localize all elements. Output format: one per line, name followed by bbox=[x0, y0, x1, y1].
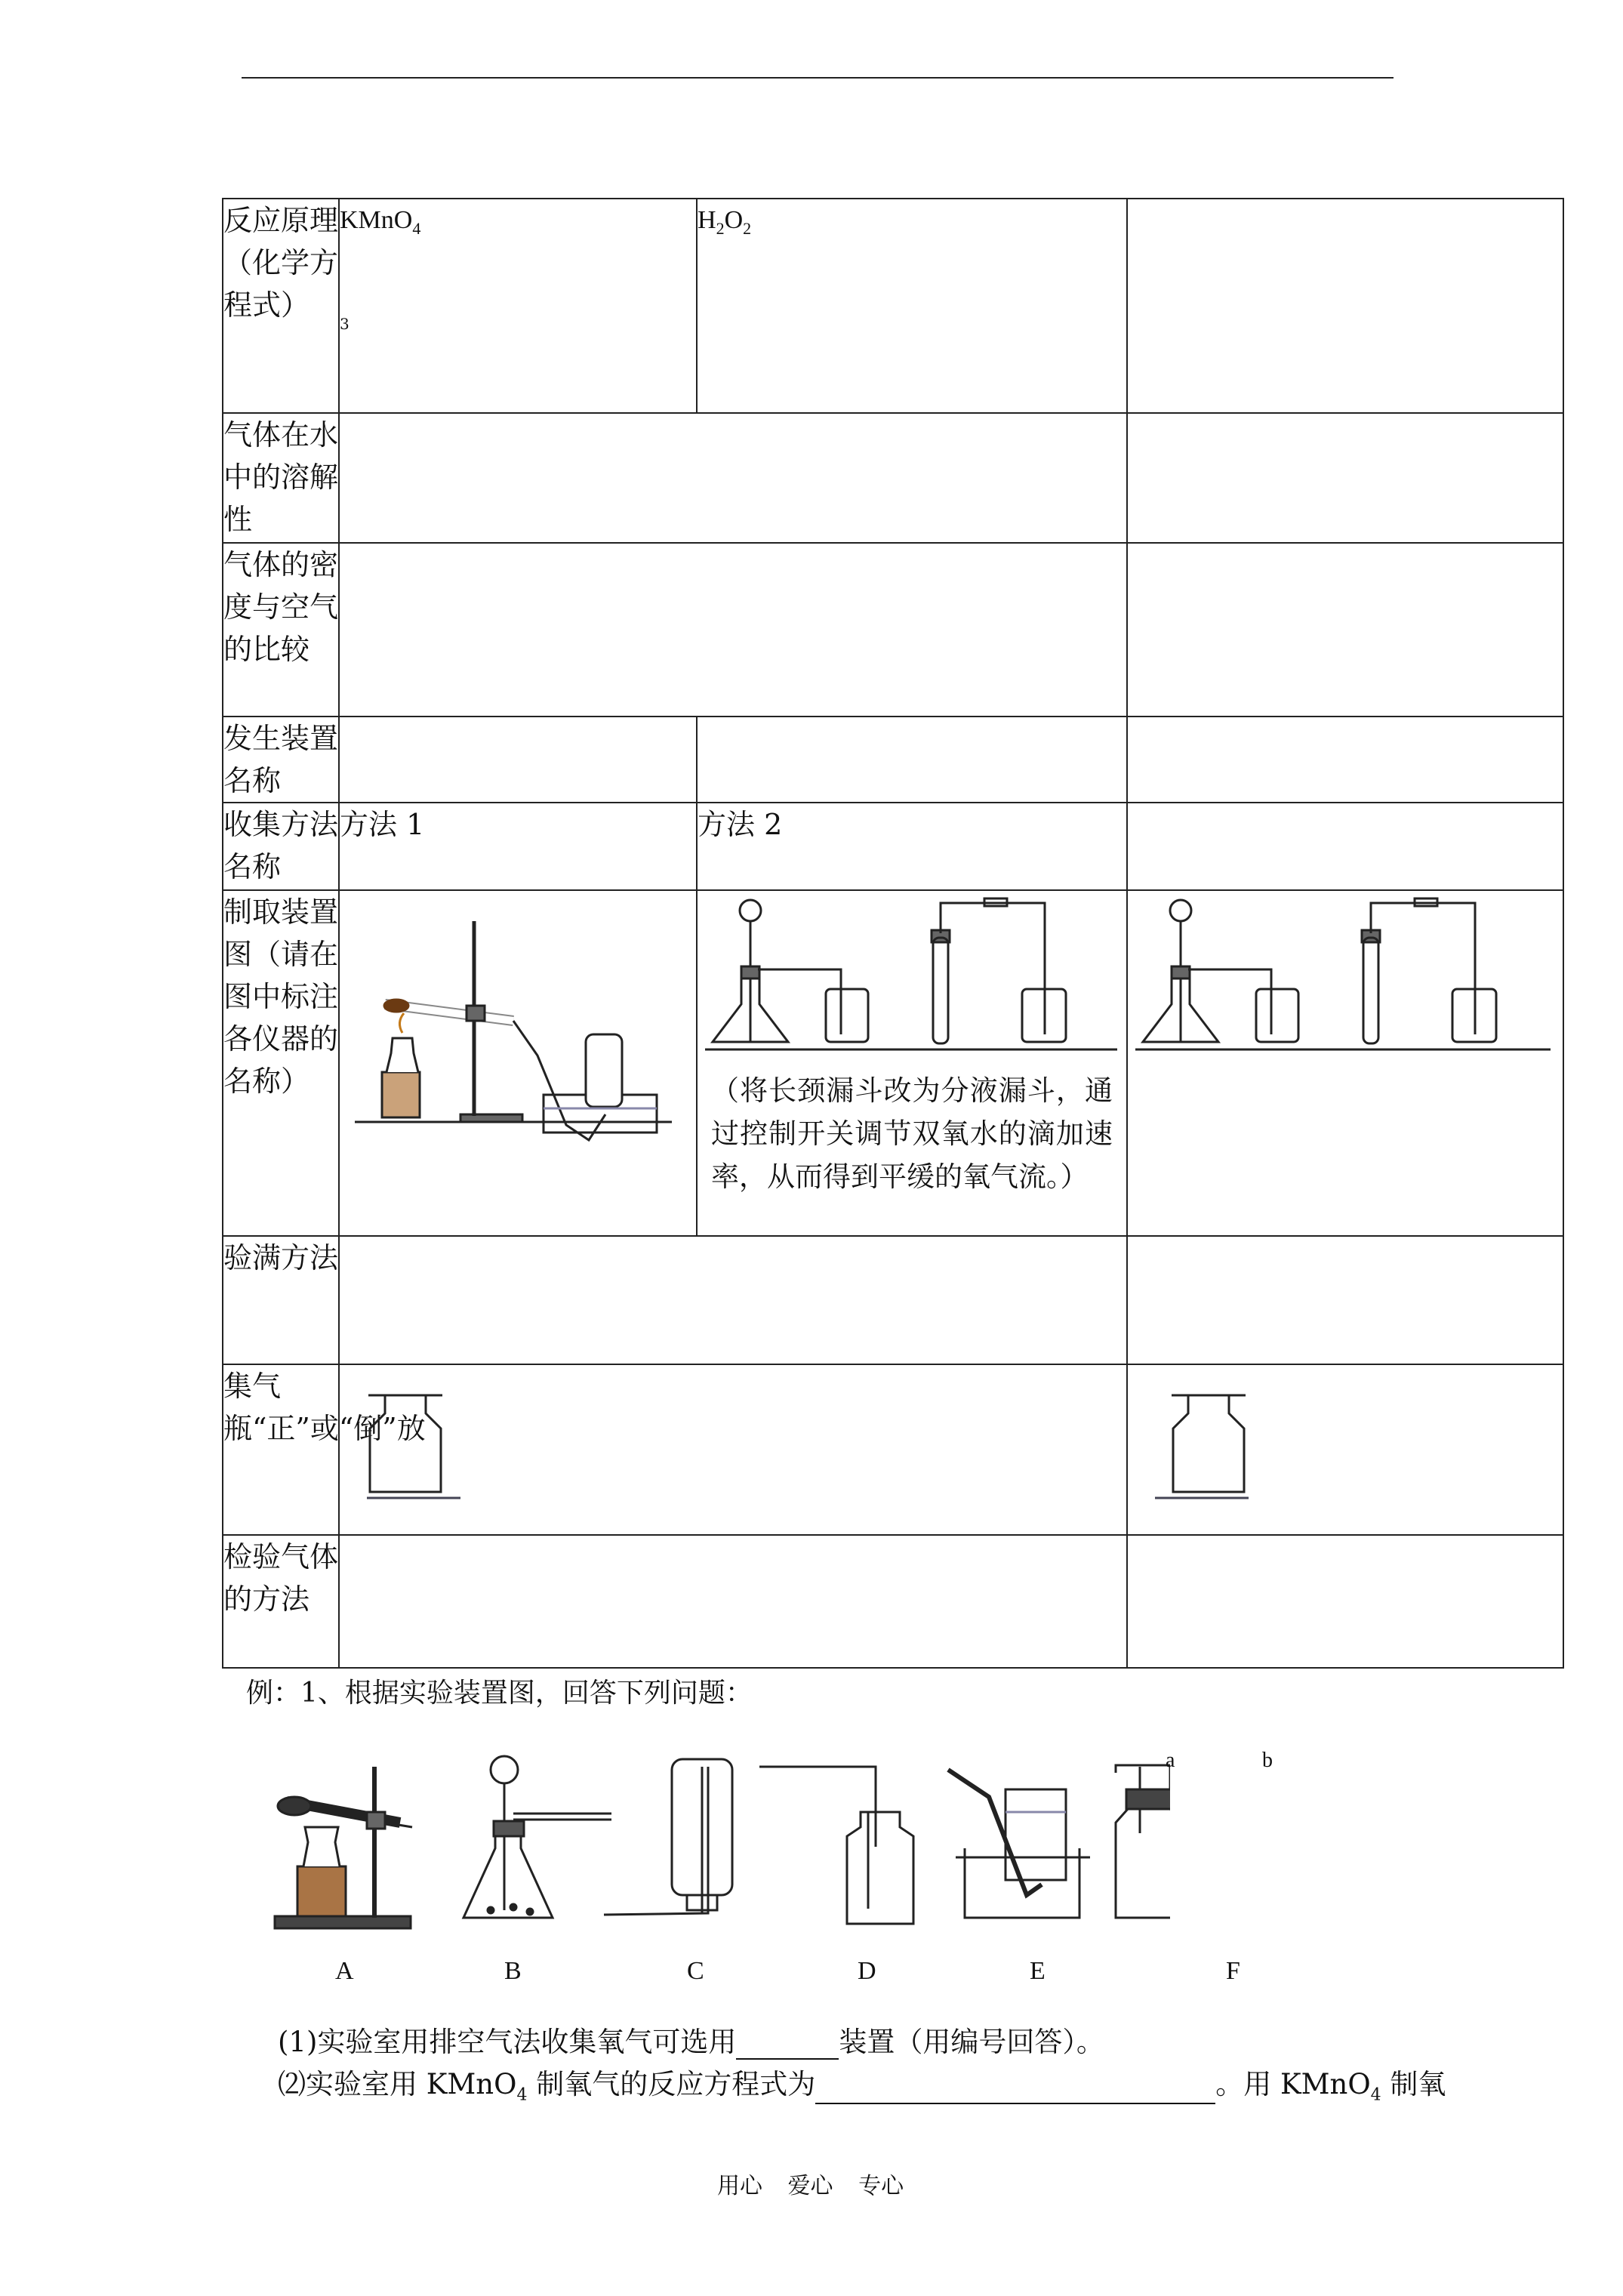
cell-r9-third bbox=[1127, 1535, 1563, 1668]
method-2: 方法 2 bbox=[697, 803, 1127, 890]
cell-r6-c3 bbox=[1127, 890, 1563, 1236]
label-c: C bbox=[687, 1957, 704, 1985]
cell-h2o2 bbox=[697, 199, 1127, 413]
label-a: A bbox=[335, 1957, 354, 1985]
q2-end: 制氧 bbox=[1381, 2068, 1446, 2100]
cell-r1-third bbox=[1127, 199, 1563, 413]
label-apparatus-diagram: 制取装置图（请在图中标注各仪器的名称） bbox=[223, 890, 339, 1236]
row-solubility bbox=[223, 413, 1563, 543]
h2o2-o: O bbox=[724, 206, 744, 234]
page-footer: 用心 爱心 专心 bbox=[717, 2173, 904, 2199]
label-f: F bbox=[1226, 1957, 1240, 1985]
header-rule bbox=[242, 77, 1394, 79]
cell-r8-third bbox=[1127, 1364, 1563, 1535]
row-generator-name bbox=[223, 717, 1563, 803]
cell-r7-third bbox=[1127, 1236, 1563, 1364]
cell-r4-c1 bbox=[339, 717, 697, 803]
q2-text: ⑵实验室用 KMnO bbox=[278, 2068, 517, 2100]
cell-r2-third bbox=[1127, 413, 1563, 543]
cell-r7-main bbox=[339, 1236, 1127, 1364]
oxygen-preparation-table bbox=[222, 198, 1564, 1669]
gas-bottle-icon-2 bbox=[1128, 1365, 1279, 1516]
cell-kmno4-apparatus bbox=[339, 890, 697, 1236]
q1-blank[interactable] bbox=[736, 2028, 839, 2060]
h2o2-sub2: 2 bbox=[743, 218, 752, 238]
q2-after: 。用 KMnO bbox=[1215, 2068, 1371, 2100]
q2-sub: 4 bbox=[516, 2085, 528, 2105]
q1-text: (1)实验室用排空气法收集氧气可选用 bbox=[278, 2026, 737, 2058]
port-b: b bbox=[1262, 1749, 1273, 1772]
funnel-note: （将长颈漏斗改为分液漏斗，通过控制开关调节双氧水的滴加速率，从而得到平缓的氧气流。） bbox=[711, 1074, 1113, 1193]
label-test-gas: 检验气体的方法 bbox=[223, 1535, 339, 1668]
apparatus-c bbox=[604, 1759, 732, 1915]
cell-r3-third bbox=[1127, 543, 1563, 717]
label-density: 气体的密度与空气的比较 bbox=[223, 543, 339, 717]
q1-text-after: 装置（用编号回答）。 bbox=[839, 2026, 1104, 2058]
kmno4-heating-apparatus bbox=[340, 891, 694, 1234]
cell-r5-c3 bbox=[1127, 803, 1563, 890]
question-1 bbox=[278, 2019, 1104, 2060]
q2-blank[interactable] bbox=[815, 2073, 1215, 2104]
label-check-full: 验满方法 bbox=[223, 1236, 339, 1364]
row-apparatus-diagram bbox=[223, 890, 1563, 1236]
label-d: D bbox=[858, 1957, 876, 1985]
kmno4-formula: KMnO bbox=[340, 206, 413, 234]
cell-r8-main bbox=[339, 1364, 1127, 1535]
row-bottle-orientation bbox=[223, 1364, 1563, 1535]
example-title: 例：1、根据实验装置图，回答下列问题： bbox=[246, 1678, 753, 1709]
label-collection-method: 收集方法名称 bbox=[223, 803, 339, 890]
cell-r4-c2 bbox=[697, 717, 1127, 803]
h2o2-apparatus-two-methods bbox=[698, 891, 1125, 1069]
question-2 bbox=[278, 2061, 1446, 2104]
label-bottle-orientation: 集气瓶“正”或“倒”放 bbox=[223, 1364, 339, 1535]
label-e: E bbox=[1030, 1957, 1046, 1985]
cell-r3-main bbox=[339, 543, 1127, 717]
apparatus-f bbox=[1116, 1765, 1170, 1918]
apparatus-row bbox=[264, 1752, 1170, 1948]
h2o2-sub1: 2 bbox=[716, 218, 725, 238]
cell-r4-c3 bbox=[1127, 717, 1563, 803]
cell-h2o2-apparatus bbox=[697, 890, 1127, 1236]
row-test-gas bbox=[223, 1535, 1563, 1668]
apparatus-a bbox=[275, 1767, 412, 1928]
port-a: a bbox=[1166, 1749, 1175, 1772]
cell-kmno4 bbox=[339, 199, 697, 413]
row-check-full bbox=[223, 1236, 1563, 1364]
apparatus-b bbox=[463, 1756, 611, 1918]
q2-sub2: 4 bbox=[1370, 2085, 1381, 2105]
kmno4-note-3: 3 bbox=[340, 314, 350, 333]
q2-mid: 制氧气的反应方程式为 bbox=[527, 2068, 816, 2100]
row-density bbox=[223, 543, 1563, 717]
cell-r9-main bbox=[339, 1535, 1127, 1668]
label-b: B bbox=[504, 1957, 522, 1985]
apparatus-e bbox=[948, 1770, 1090, 1918]
apparatus-copy bbox=[1128, 891, 1561, 1069]
label-solubility: 气体在水中的溶解性 bbox=[223, 413, 339, 543]
label-generator-name: 发生装置名称 bbox=[223, 717, 339, 803]
kmno4-sub: 4 bbox=[412, 218, 421, 238]
method-1: 方法 1 bbox=[339, 803, 697, 890]
apparatus-d bbox=[759, 1767, 913, 1924]
row-reaction-principle bbox=[223, 199, 1563, 413]
h2o2-h: H bbox=[698, 206, 716, 234]
row-collection-method bbox=[223, 803, 1563, 890]
cell-r2-main bbox=[339, 413, 1127, 543]
label-reaction-principle: 反应原理（化学方程式） bbox=[223, 199, 339, 413]
